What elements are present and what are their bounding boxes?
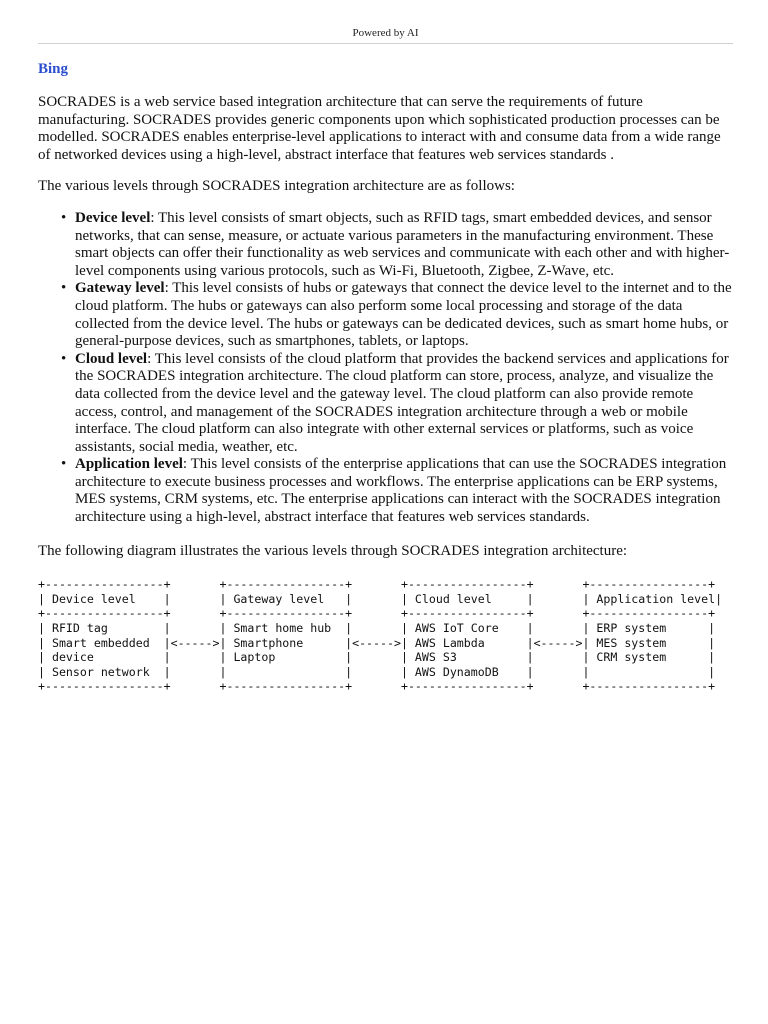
level-description: : This level consists of hubs or gateways that connect the device level to the internet and to the cloud platform. The hubs or gateways can also perform some local processing and storage of the data collected from the device level. The hubs or gateways can be dedicated devices, such as smart home hubs, or general-purpose devices, such as smartphones, tablets, or laptops. xyxy=(75,280,732,350)
list-item-cloud-level xyxy=(61,350,733,457)
level-description: : This level consists of smart objects, such as RFID tags, smart embedded devices, and sensor networks, that can sense, measure, or actuate various parameters in the manufacturing environment. These smart objects can offer their functionality as web services and communicate with each other and with higher-level components using various protocols, such as Wi-Fi, Bluetooth, Zigbee, Z-Wave, etc. xyxy=(75,209,730,279)
brand-title: Bing xyxy=(38,61,69,77)
powered-by-header: Powered by AI xyxy=(38,0,733,44)
diagram-intro-paragraph: The following diagram illustrates the various levels through SOCRADES integration architecture: xyxy=(38,542,628,559)
levels-intro-paragraph: The various levels through SOCRADES integration architecture are as follows: xyxy=(38,178,515,195)
level-name: Cloud level xyxy=(75,350,148,367)
bullet-icon: • xyxy=(61,456,67,473)
level-description: : This level consists of the enterprise applications that can use the SOCRADES integration architecture to execute business processes and workflows. The enterprise applications can be ERP systems, MES systems, CRM systems, etc. The enterprise applications can interact with the SOCRADES integration architecture using a high-level, abstract interface that features web services standards. xyxy=(75,456,727,526)
list-item-gateway-level xyxy=(61,280,733,350)
bullet-icon: • xyxy=(61,350,67,367)
architecture-ascii-diagram: +-----------------+ +-----------------+ +-----------------+ +-----------------+ | Device level | | Gateway level | | Cloud level | | Application level| +-----------------+ +-----------------+ +-----------------+ +-----------------+ | RFID tag | | Smart home hub | | AWS IoT Core | | ERP system | | Smart embedded |<----->| Smartphone |<----->| AWS Lambda |<----->| MES system | | device | | Laptop | | AWS S3 | | CRM system | | Sensor network | | | | AWS DynamoDB | | | +-----------------+ +-----------------+ +-----------------+ +-----------------+ xyxy=(38,577,723,694)
level-name: Gateway level xyxy=(75,280,165,297)
levels-list xyxy=(38,210,733,527)
document-page xyxy=(38,0,733,694)
level-description: : This level consists of the cloud platform that provides the backend services and applications for the SOCRADES integration architecture. The cloud platform can store, process, analyze, and visualize the data collected from the device level and the gateway level. The cloud platform can also provide remote access, control, and management of the SOCRADES integration architecture through a web or mobile interface. The cloud platform can also integrate with other external services or platforms, such as voice assistants, social media, weather, etc. xyxy=(75,350,729,455)
level-name: Device level xyxy=(75,209,151,226)
list-item-application-level xyxy=(61,456,733,526)
list-item-device-level xyxy=(61,209,733,280)
level-name: Application level xyxy=(75,456,183,473)
intro-paragraph: SOCRADES is a web service based integration architecture that can serve the requirements of future manufacturing. SOCRADES provides generic components upon which sophisticated production processes can be modelled. SOCRADES enables enterprise-level applications to interact with and consume data from a wide range of networked devices using a high-level, abstract interface that features web services standards . xyxy=(38,94,721,163)
bullet-icon: • xyxy=(61,209,67,226)
bullet-icon: • xyxy=(61,280,67,297)
